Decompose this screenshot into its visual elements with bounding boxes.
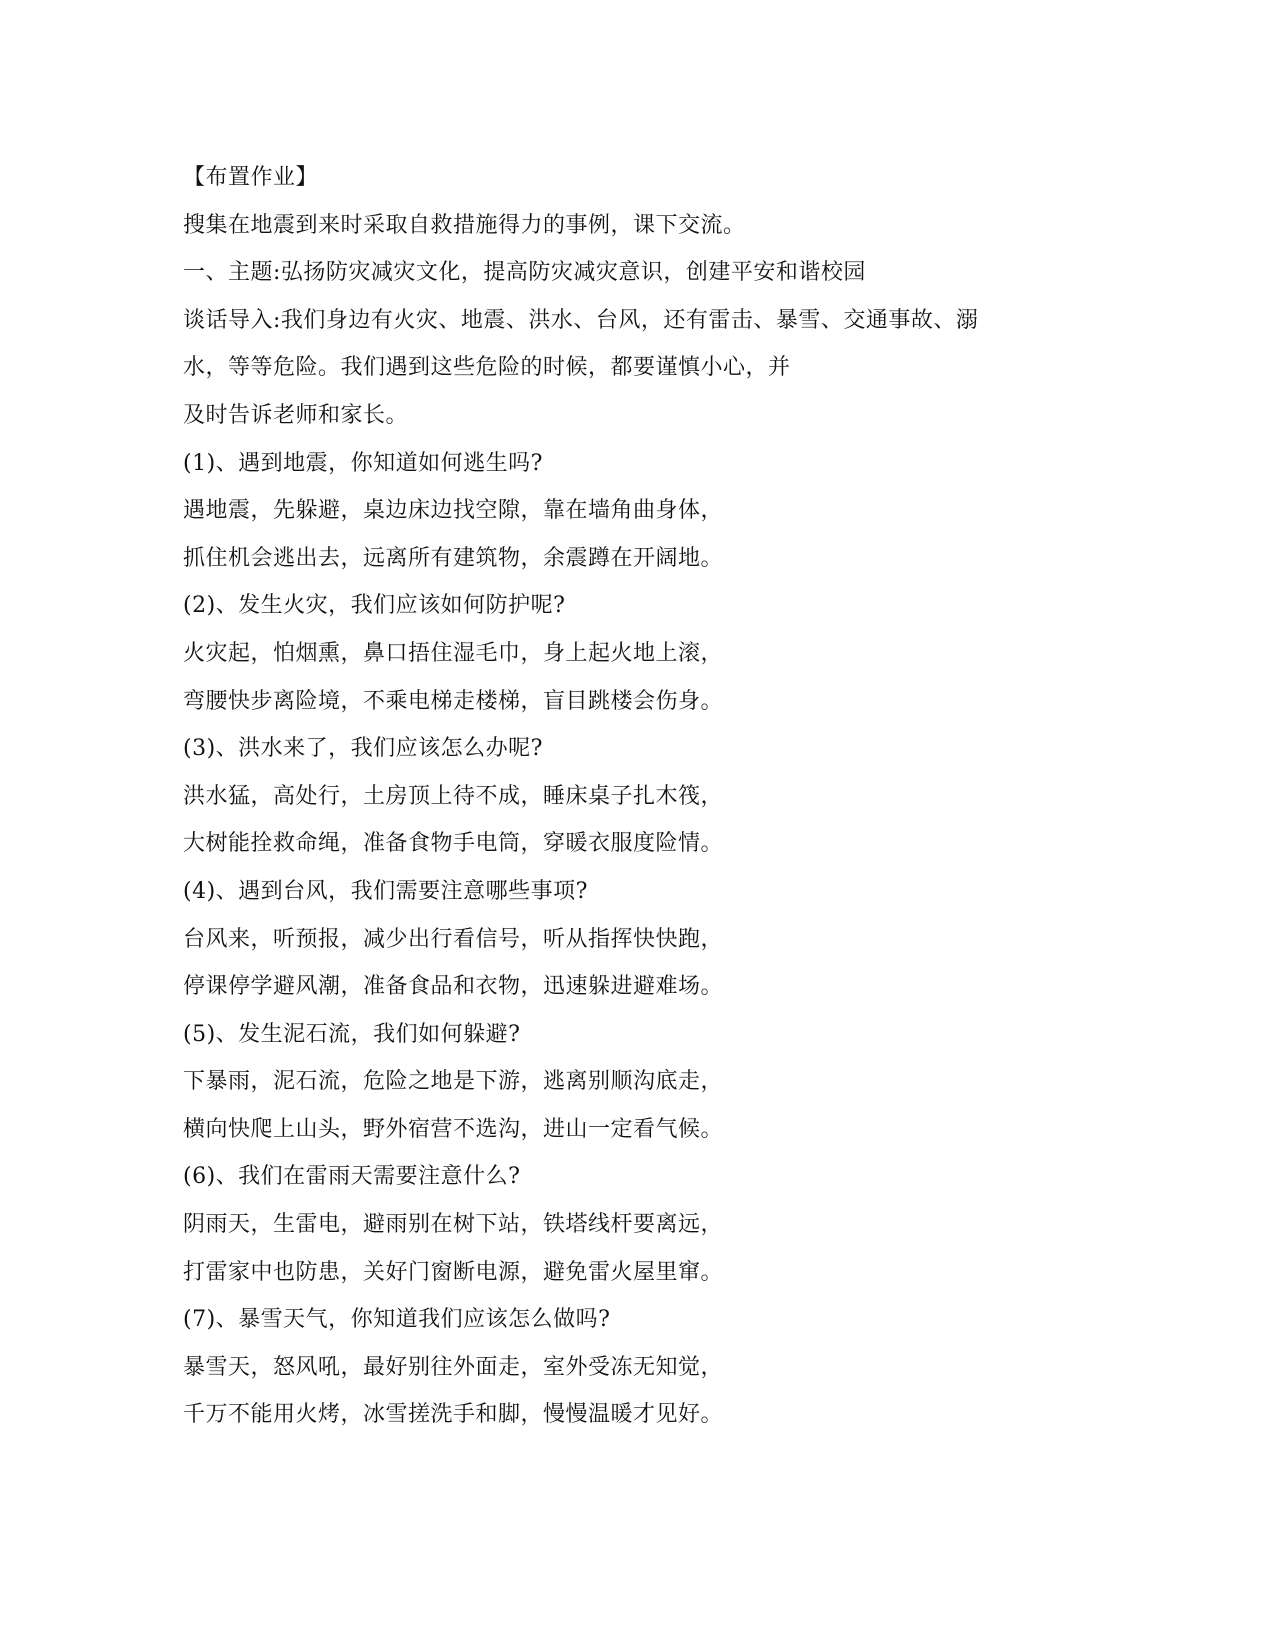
verse-line: 抓住机会逃出去，远离所有建筑物，余震蹲在开阔地。 [183,545,724,571]
verse-line: 停课停学避风潮，准备食品和衣物，迅速躲进避难场。 [183,974,724,1000]
verse-line: 下暴雨，泥石流，危险之地是下游，逃离别顺沟底走， [183,1069,724,1095]
verse-line: 千万不能用火烤，冰雪搓洗手和脚，慢慢温暖才见好。 [183,1402,724,1428]
question-line: (7)、暴雪天气，你知道我们应该怎么做吗? [183,1307,611,1333]
verse-line: 打雷家中也防患，关好门窗断电源，避免雷火屋里窜。 [183,1259,724,1285]
question-line: (1)、遇到地震，你知道如何逃生吗? [183,450,543,476]
question-line: (2)、发生火灾，我们应该如何防护呢? [183,593,566,619]
verse-line: 洪水猛，高处行，土房顶上待不成，睡床桌子扎木筏， [183,783,724,809]
verse-line: 暴雪天，怒风吼，最好别往外面走，室外受冻无知觉， [183,1354,724,1380]
question-line: (5)、发生泥石流，我们如何躲避? [183,1021,521,1047]
document-body [183,154,1083,1439]
theme-line: 一、主题:弘扬防灾减灾文化，提高防灾减灾意识，创建平安和谐校园 [183,260,866,286]
question-line: (6)、我们在雷雨天需要注意什么? [183,1164,521,1190]
verse-line: 大树能拴救命绳，准备食物手电筒，穿暖衣服度险情。 [183,831,724,857]
paragraph-line: 搜集在地震到来时采取自救措施得力的事例，课下交流。 [183,212,746,238]
paragraph-line: 谈话导入:我们身边有火灾、地震、洪水、台风，还有雷击、暴雪、交通事故、溺 [183,307,979,333]
verse-line: 遇地震，先躲避，桌边床边找空隙，靠在墙角曲身体， [183,498,724,524]
verse-line: 阴雨天，生雷电，避雨别在树下站，铁塔线杆要离远， [183,1212,724,1238]
verse-line: 横向快爬上山头，野外宿营不选沟，进山一定看气候。 [183,1116,724,1142]
question-line: (4)、遇到台风，我们需要注意哪些事项? [183,878,588,904]
verse-line: 火灾起，怕烟熏，鼻口捂住湿毛巾，身上起火地上滚， [183,640,724,666]
paragraph-line: 及时告诉老师和家长。 [183,402,409,428]
question-line: (3)、洪水来了，我们应该怎么办呢? [183,736,543,762]
verse-line: 台风来，听预报，减少出行看信号，听从指挥快快跑， [183,926,724,952]
section-heading: 【布置作业】 [183,165,319,190]
verse-line: 弯腰快步离险境，不乘电梯走楼梯，盲目跳楼会伤身。 [183,688,724,714]
paragraph-line: 水，等等危险。我们遇到这些危险的时候，都要谨慎小心，并 [183,355,791,381]
